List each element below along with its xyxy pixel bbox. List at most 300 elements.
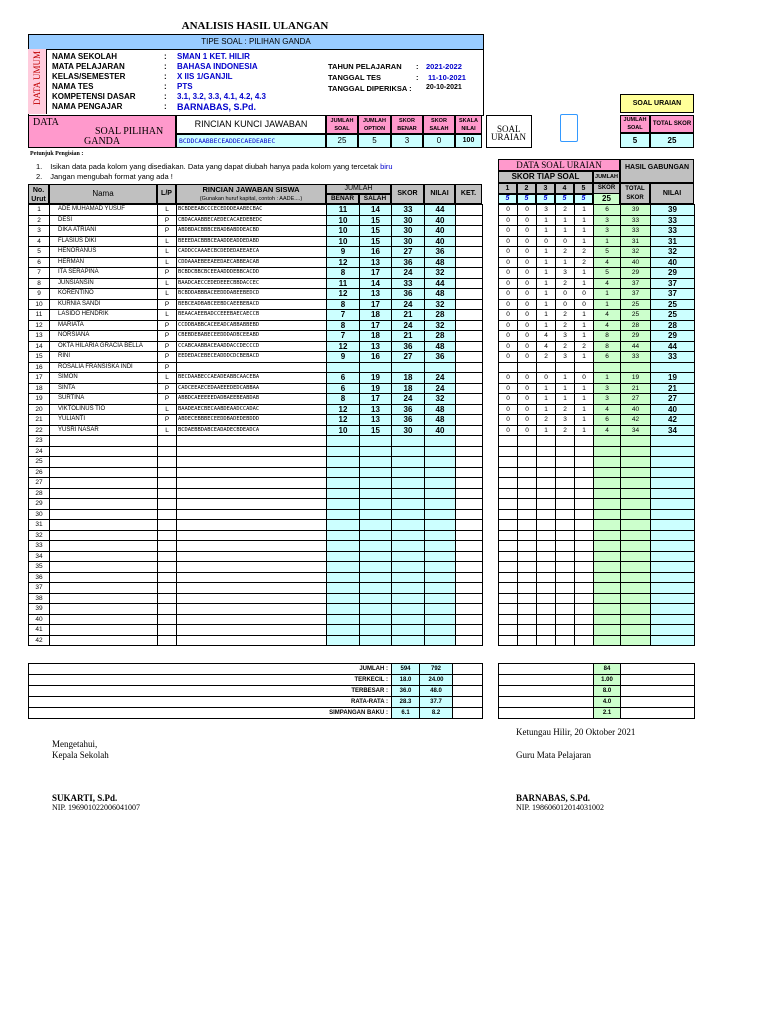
uraian-score[interactable] (518, 457, 537, 468)
student-answers[interactable]: ABBDCAEEEEEDADBAEEBEABDAB (177, 394, 327, 405)
uraian-score[interactable]: 0 (499, 320, 518, 331)
uraian-score[interactable] (556, 446, 575, 457)
student-answers[interactable] (177, 509, 327, 520)
student-answers[interactable]: EEDEDACEBECEADDDCDCBEBACD (177, 352, 327, 363)
student-answers[interactable]: CBDACAABBECAEDECACAEDEBEDC (177, 215, 327, 226)
uraian-score[interactable] (499, 467, 518, 478)
uraian-score[interactable]: 1 (575, 278, 594, 289)
uraian-score[interactable]: 0 (499, 310, 518, 321)
student-answers[interactable] (177, 467, 327, 478)
student-gender[interactable]: P (158, 299, 177, 310)
jumlah-soal-value[interactable]: 25 (326, 134, 358, 148)
student-name[interactable]: JUNSIANSIN (50, 278, 158, 289)
student-name[interactable] (50, 446, 158, 457)
uraian-score[interactable]: 0 (499, 215, 518, 226)
uraian-score[interactable]: 1 (556, 394, 575, 405)
student-answers[interactable] (177, 362, 327, 373)
uraian-score[interactable] (537, 478, 556, 489)
uraian-score[interactable] (499, 362, 518, 373)
student-answers[interactable] (177, 499, 327, 510)
uraian-score[interactable] (537, 625, 556, 636)
student-name[interactable] (50, 478, 158, 489)
student-answers[interactable] (177, 635, 327, 646)
uraian-score[interactable] (499, 541, 518, 552)
uraian-score[interactable] (499, 562, 518, 573)
uraian-score[interactable]: 3 (556, 268, 575, 279)
uraian-score[interactable] (499, 625, 518, 636)
uraian-score[interactable] (556, 499, 575, 510)
uraian-score[interactable] (575, 583, 594, 594)
student-gender[interactable]: P (158, 215, 177, 226)
uraian-score[interactable]: 0 (499, 289, 518, 300)
student-gender[interactable] (158, 499, 177, 510)
uraian-score[interactable] (575, 572, 594, 583)
jumlah-option-value[interactable]: 5 (358, 134, 391, 148)
uraian-score[interactable]: 0 (575, 289, 594, 300)
uraian-score[interactable]: 1 (537, 289, 556, 300)
uraian-score[interactable]: 0 (518, 268, 537, 279)
uraian-score[interactable] (556, 625, 575, 636)
uraian-score[interactable] (537, 614, 556, 625)
student-answers[interactable] (177, 614, 327, 625)
uraian-score[interactable]: 0 (518, 299, 537, 310)
uraian-score[interactable] (499, 446, 518, 457)
uraian-score[interactable] (499, 593, 518, 604)
uraian-score[interactable] (537, 457, 556, 468)
kd-value[interactable]: 3.1, 3.2, 3.3, 4.1, 4.2, 4.3 (177, 92, 266, 101)
student-name[interactable] (50, 551, 158, 562)
student-answers[interactable]: CBEBDEBABECEEDDDADBCEEABD (177, 331, 327, 342)
uraian-score[interactable]: 1 (575, 404, 594, 415)
uraian-score[interactable]: 0 (499, 236, 518, 247)
uraian-score[interactable]: 0 (518, 383, 537, 394)
uraian-score[interactable]: 0 (518, 226, 537, 237)
uraian-score[interactable]: 0 (518, 236, 537, 247)
uraian-score[interactable]: 2 (575, 257, 594, 268)
uraian-score[interactable] (575, 362, 594, 373)
student-name[interactable]: ADE MUHAMAD YUSUF (50, 205, 158, 216)
uraian-score[interactable] (537, 551, 556, 562)
uraian-score[interactable] (575, 457, 594, 468)
uraian-score[interactable]: 1 (556, 373, 575, 384)
student-gender[interactable] (158, 436, 177, 447)
uraian-score[interactable]: 1 (575, 425, 594, 436)
uraian-col-4-max[interactable]: 5 (555, 194, 574, 204)
uraian-score[interactable] (518, 583, 537, 594)
uraian-score[interactable]: 0 (518, 247, 537, 258)
student-answers[interactable]: BCBDCBBCBCEEAADDDEBBCACDD (177, 268, 327, 279)
student-name[interactable]: ROSALIA FRANSISKA INDI (50, 362, 158, 373)
student-answers[interactable] (177, 478, 327, 489)
student-gender[interactable]: P (158, 226, 177, 237)
uraian-score[interactable] (537, 446, 556, 457)
uraian-score[interactable] (537, 572, 556, 583)
uraian-score[interactable] (556, 572, 575, 583)
skala-nilai-value[interactable]: 100 (455, 134, 482, 148)
student-answers[interactable] (177, 520, 327, 531)
student-answers[interactable]: BCDAEBBDABCEADADECBDEADCA (177, 425, 327, 436)
student-name[interactable]: RINI (50, 352, 158, 363)
uraian-score[interactable]: 1 (575, 352, 594, 363)
uraian-score[interactable]: 1 (575, 310, 594, 321)
uraian-score[interactable] (575, 551, 594, 562)
uraian-score[interactable]: 0 (499, 341, 518, 352)
student-name[interactable] (50, 436, 158, 447)
student-gender[interactable] (158, 583, 177, 594)
uraian-score[interactable] (575, 436, 594, 447)
uraian-score[interactable] (499, 499, 518, 510)
uraian-score[interactable]: 0 (499, 278, 518, 289)
uraian-score[interactable] (575, 541, 594, 552)
student-name[interactable]: NORSIANA (50, 331, 158, 342)
student-name[interactable]: YUSRI NASAR (50, 425, 158, 436)
uraian-score[interactable] (499, 457, 518, 468)
uraian-score[interactable]: 0 (499, 331, 518, 342)
student-gender[interactable]: L (158, 404, 177, 415)
uraian-score[interactable]: 0 (518, 415, 537, 426)
student-answers[interactable] (177, 593, 327, 604)
uraian-score[interactable] (575, 520, 594, 531)
uraian-score[interactable]: 1 (537, 320, 556, 331)
uraian-score[interactable]: 0 (499, 205, 518, 216)
uraian-score[interactable] (518, 499, 537, 510)
uraian-score[interactable]: 2 (575, 341, 594, 352)
uraian-score[interactable]: 2 (537, 415, 556, 426)
student-gender[interactable]: L (158, 278, 177, 289)
student-gender[interactable] (158, 572, 177, 583)
uraian-score[interactable] (537, 604, 556, 615)
student-answers[interactable] (177, 562, 327, 573)
uraian-score[interactable]: 0 (518, 331, 537, 342)
student-answers[interactable]: CADDCCAAAECBCDEDEDAEEAECA (177, 247, 327, 258)
uraian-score[interactable]: 1 (537, 257, 556, 268)
uraian-score[interactable] (556, 436, 575, 447)
uraian-score[interactable]: 1 (537, 268, 556, 279)
student-answers[interactable] (177, 625, 327, 636)
student-gender[interactable]: L (158, 236, 177, 247)
student-answers[interactable] (177, 488, 327, 499)
student-answers[interactable] (177, 541, 327, 552)
uraian-score[interactable] (575, 530, 594, 541)
uraian-score[interactable] (499, 551, 518, 562)
uraian-score[interactable]: 1 (537, 404, 556, 415)
uraian-score[interactable] (518, 614, 537, 625)
student-gender[interactable]: P (158, 320, 177, 331)
uraian-score[interactable] (518, 520, 537, 531)
student-name[interactable]: YULIANTI (50, 415, 158, 426)
uraian-score[interactable] (556, 562, 575, 573)
student-gender[interactable]: L (158, 247, 177, 258)
sekolah-value[interactable]: SMAN 1 KET. HILIR (177, 52, 250, 61)
uraian-score[interactable] (537, 530, 556, 541)
uraian-score[interactable]: 0 (518, 257, 537, 268)
student-name[interactable]: ITA SERAPINA (50, 268, 158, 279)
student-answers[interactable]: BCBDDABBBACEEDDDABEEBEDCD (177, 289, 327, 300)
uraian-score[interactable]: 0 (556, 299, 575, 310)
student-name[interactable]: HENORANUS (50, 247, 158, 258)
uraian-score[interactable] (537, 635, 556, 646)
kunci-jawaban-input[interactable]: BCDDCAABBECEADDECAEDEABEC (176, 134, 326, 148)
uraian-score[interactable] (575, 635, 594, 646)
student-answers[interactable] (177, 551, 327, 562)
uraian-score[interactable] (499, 530, 518, 541)
student-name[interactable] (50, 520, 158, 531)
skor-benar-value[interactable]: 3 (391, 134, 423, 148)
uraian-score[interactable]: 0 (499, 394, 518, 405)
student-gender[interactable] (158, 478, 177, 489)
uraian-col-2-max[interactable]: 5 (517, 194, 536, 204)
student-answers[interactable]: CDDAAAEBEEAEEDAECABBEACAB (177, 257, 327, 268)
uraian-score[interactable]: 1 (537, 394, 556, 405)
student-name[interactable] (50, 604, 158, 615)
student-name[interactable] (50, 635, 158, 646)
student-gender[interactable] (158, 488, 177, 499)
uraian-score[interactable] (518, 488, 537, 499)
student-gender[interactable] (158, 467, 177, 478)
student-gender[interactable] (158, 604, 177, 615)
student-gender[interactable]: P (158, 352, 177, 363)
student-answers[interactable]: BECDAABECCAEADEABBCAACEBA (177, 373, 327, 384)
student-gender[interactable]: L (158, 289, 177, 300)
uraian-score[interactable]: 1 (575, 236, 594, 247)
uraian-score[interactable]: 2 (537, 352, 556, 363)
uraian-score[interactable]: 1 (556, 215, 575, 226)
uraian-score[interactable] (556, 583, 575, 594)
uraian-score[interactable]: 1 (537, 247, 556, 258)
uraian-score[interactable]: 3 (556, 331, 575, 342)
student-name[interactable]: DIKA ATRIANI (50, 226, 158, 237)
uraian-score[interactable]: 2 (556, 404, 575, 415)
student-name[interactable]: VIKTOLINUS TIO (50, 404, 158, 415)
student-gender[interactable] (158, 457, 177, 468)
uraian-score[interactable]: 0 (518, 425, 537, 436)
student-gender[interactable] (158, 530, 177, 541)
uraian-score[interactable] (499, 635, 518, 646)
student-name[interactable]: KORENTINO (50, 289, 158, 300)
uraian-score[interactable] (518, 625, 537, 636)
student-name[interactable]: OKTA HILARIA GRACIA BELLA (50, 341, 158, 352)
uraian-score[interactable]: 1 (537, 299, 556, 310)
uraian-col-3-max[interactable]: 5 (536, 194, 555, 204)
student-gender[interactable] (158, 562, 177, 573)
uraian-score[interactable]: 0 (556, 236, 575, 247)
uraian-score[interactable]: 0 (499, 373, 518, 384)
uraian-score[interactable]: 1 (537, 310, 556, 321)
uraian-score[interactable] (499, 614, 518, 625)
student-name[interactable] (50, 583, 158, 594)
student-answers[interactable]: BAADCAECCEDEDEEECBBDACCEC (177, 278, 327, 289)
student-answers[interactable]: ABDBDACBBBCEBADBABDDEACBD (177, 226, 327, 237)
uraian-score[interactable] (518, 541, 537, 552)
uraian-score[interactable] (556, 604, 575, 615)
uraian-score[interactable] (537, 520, 556, 531)
uraian-score[interactable] (556, 551, 575, 562)
uraian-score[interactable]: 2 (556, 425, 575, 436)
student-gender[interactable]: P (158, 415, 177, 426)
student-name[interactable]: KURNIA SANDI (50, 299, 158, 310)
uraian-score[interactable] (518, 593, 537, 604)
student-answers[interactable]: BEAACAEEBADCCEEEBAECAECCB (177, 310, 327, 321)
student-name[interactable] (50, 572, 158, 583)
student-name[interactable] (50, 488, 158, 499)
uraian-col-1-max[interactable]: 5 (498, 194, 517, 204)
student-name[interactable] (50, 614, 158, 625)
student-gender[interactable]: L (158, 425, 177, 436)
uraian-score[interactable]: 2 (575, 247, 594, 258)
uraian-score[interactable]: 4 (537, 331, 556, 342)
uraian-score[interactable] (499, 520, 518, 531)
student-gender[interactable] (158, 541, 177, 552)
uraian-score[interactable]: 1 (575, 320, 594, 331)
uraian-score[interactable] (556, 467, 575, 478)
uraian-score[interactable]: 3 (556, 352, 575, 363)
student-name[interactable]: FLASIUS DIKI (50, 236, 158, 247)
student-answers[interactable] (177, 583, 327, 594)
student-answers[interactable] (177, 604, 327, 615)
uraian-score[interactable] (499, 604, 518, 615)
uraian-score[interactable]: 1 (575, 331, 594, 342)
student-name[interactable]: HERMAN (50, 257, 158, 268)
uraian-score[interactable] (499, 436, 518, 447)
student-gender[interactable]: P (158, 394, 177, 405)
uraian-col-5-max[interactable]: 5 (574, 194, 593, 204)
uraian-score[interactable] (518, 604, 537, 615)
uraian-score[interactable]: 0 (575, 373, 594, 384)
uraian-score[interactable]: 0 (575, 299, 594, 310)
uraian-score[interactable]: 2 (556, 205, 575, 216)
student-gender[interactable] (158, 509, 177, 520)
uraian-score[interactable]: 1 (575, 415, 594, 426)
uraian-score[interactable]: 0 (518, 394, 537, 405)
uraian-score[interactable]: 0 (499, 257, 518, 268)
uraian-score[interactable] (518, 551, 537, 562)
uraian-score[interactable]: 2 (556, 310, 575, 321)
skor-salah-value[interactable]: 0 (423, 134, 455, 148)
uraian-score[interactable]: 0 (518, 215, 537, 226)
uraian-score[interactable]: 2 (556, 320, 575, 331)
uraian-score[interactable]: 0 (518, 320, 537, 331)
uraian-score[interactable]: 0 (518, 310, 537, 321)
uraian-score[interactable]: 0 (518, 404, 537, 415)
student-answers[interactable]: BCBDEEABCCCECEDDDEAABECBAC (177, 205, 327, 216)
student-answers[interactable] (177, 457, 327, 468)
student-answers[interactable] (177, 436, 327, 447)
uraian-score[interactable]: 1 (537, 215, 556, 226)
uraian-score[interactable] (575, 562, 594, 573)
uraian-score[interactable]: 0 (499, 226, 518, 237)
uraian-score[interactable]: 1 (575, 226, 594, 237)
uraian-score[interactable] (575, 604, 594, 615)
uraian-score[interactable] (556, 457, 575, 468)
student-answers[interactable] (177, 530, 327, 541)
uraian-score[interactable]: 0 (499, 299, 518, 310)
uraian-score[interactable] (575, 499, 594, 510)
uraian-score[interactable] (537, 583, 556, 594)
uraian-score[interactable] (575, 446, 594, 457)
uraian-score[interactable] (518, 446, 537, 457)
uraian-score[interactable] (499, 488, 518, 499)
uraian-score[interactable] (556, 362, 575, 373)
student-gender[interactable]: P (158, 331, 177, 342)
uraian-score[interactable] (537, 467, 556, 478)
uraian-score[interactable]: 0 (518, 341, 537, 352)
uraian-score[interactable]: 3 (537, 205, 556, 216)
student-gender[interactable]: L (158, 373, 177, 384)
student-answers[interactable] (177, 446, 327, 457)
uraian-score[interactable] (518, 509, 537, 520)
uraian-score[interactable]: 1 (556, 226, 575, 237)
uraian-score[interactable] (537, 593, 556, 604)
uraian-score[interactable] (575, 478, 594, 489)
uraian-score[interactable] (537, 562, 556, 573)
uraian-score[interactable]: 0 (499, 268, 518, 279)
uraian-score[interactable]: 0 (499, 425, 518, 436)
student-gender[interactable]: L (158, 257, 177, 268)
student-gender[interactable] (158, 446, 177, 457)
student-name[interactable] (50, 457, 158, 468)
uraian-score[interactable]: 3 (556, 415, 575, 426)
uraian-score[interactable] (537, 362, 556, 373)
uraian-score[interactable]: 0 (518, 278, 537, 289)
uraian-score[interactable] (575, 488, 594, 499)
uraian-score[interactable]: 0 (499, 247, 518, 258)
student-gender[interactable] (158, 625, 177, 636)
uraian-jumlah-value[interactable]: 5 (620, 133, 650, 148)
uraian-score[interactable] (556, 488, 575, 499)
student-gender[interactable]: L (158, 310, 177, 321)
uraian-score[interactable] (518, 478, 537, 489)
uraian-score[interactable] (556, 614, 575, 625)
student-name[interactable]: LASIDO HENDRIK (50, 310, 158, 321)
uraian-score[interactable]: 1 (537, 226, 556, 237)
uraian-score[interactable]: 1 (575, 394, 594, 405)
uraian-score[interactable]: 0 (518, 373, 537, 384)
uraian-score[interactable] (556, 478, 575, 489)
uraian-score[interactable]: 0 (499, 352, 518, 363)
uraian-score[interactable]: 0 (499, 415, 518, 426)
student-answers[interactable]: CADCEEAECEDAAEEEDEDCABBAA (177, 383, 327, 394)
student-name[interactable] (50, 499, 158, 510)
uraian-score[interactable] (556, 541, 575, 552)
tahun-value[interactable]: 2021-2022 (426, 62, 462, 71)
uraian-score[interactable]: 1 (537, 425, 556, 436)
uraian-score[interactable]: 0 (556, 289, 575, 300)
uraian-score[interactable]: 4 (537, 341, 556, 352)
student-gender[interactable]: P (158, 341, 177, 352)
mapel-value[interactable]: BAHASA INDONESIA (177, 62, 258, 71)
uraian-score[interactable]: 0 (499, 404, 518, 415)
uraian-score[interactable] (537, 488, 556, 499)
uraian-score[interactable]: 0 (537, 373, 556, 384)
student-name[interactable] (50, 467, 158, 478)
student-gender[interactable] (158, 593, 177, 604)
uraian-score[interactable] (518, 635, 537, 646)
student-gender[interactable] (158, 635, 177, 646)
uraian-score[interactable]: 2 (556, 341, 575, 352)
tgl-tes-value[interactable]: 11-10-2021 (428, 73, 466, 82)
uraian-score[interactable] (499, 583, 518, 594)
uraian-score[interactable] (575, 593, 594, 604)
student-name[interactable] (50, 562, 158, 573)
student-answers[interactable]: CCABCAABBACEAADDACCDECCCD (177, 341, 327, 352)
uraian-score[interactable]: 0 (518, 289, 537, 300)
uraian-score[interactable]: 0 (518, 352, 537, 363)
student-name[interactable] (50, 625, 158, 636)
student-gender[interactable]: L (158, 205, 177, 216)
uraian-score[interactable]: 1 (575, 383, 594, 394)
student-name[interactable] (50, 541, 158, 552)
student-gender[interactable] (158, 551, 177, 562)
